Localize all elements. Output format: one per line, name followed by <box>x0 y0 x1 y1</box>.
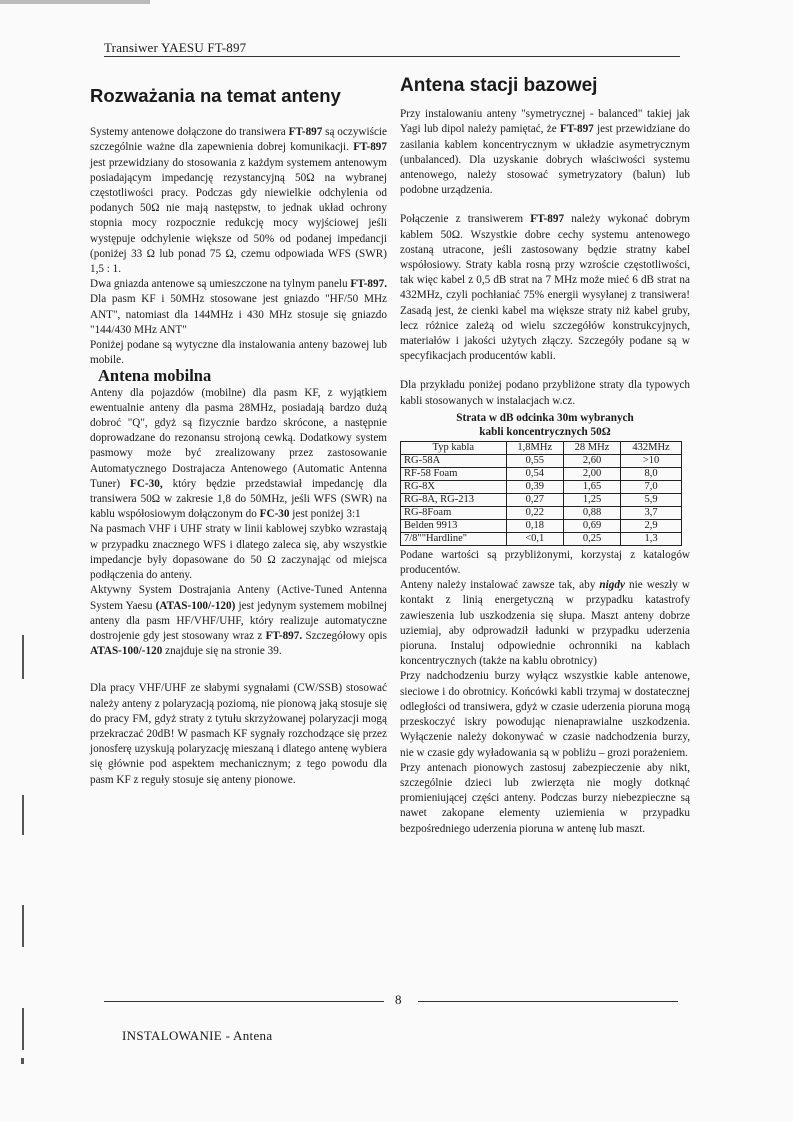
running-header: Transiwer YAESU FT-897 <box>104 40 247 55</box>
column-header: 432MHz <box>621 441 682 454</box>
section-heading-antenna-considerations: Rozważania na temat anteny <box>90 85 341 106</box>
paragraph: Dla przykładu poniżej podano przybliżone straty dla typowych kabli stosowanych w instalacjach w.cz. <box>400 379 690 407</box>
scan-artifact-margin-1 <box>22 635 24 679</box>
paragraph: Połączenie z transiwerem FT-897 należy wykonać dobrym kablem 50Ω. Wszystkie dobre cechy systemu antenowego zostaną utracone, jeśli zastosowany będzie stratny kabel współosiowy. Straty kabla rosną przy wzroście częstotliwości, tak więc kabel z 0,5 dB strat na 7 MHz może mieć 6 dB strat na 432MHz, czyli pochłaniać 75% energii wysyłanej z transiwera! Zasadą jest, że cienki kabel ma większe straty niż kabel gruby, lecz różnice zależą od wielu szczegółów konstrukcyjnych, materiałów i jakości użytych złączy. Szczegóły podane są w specyfikacjach producentów kabli. <box>400 213 690 363</box>
table-row: RG-8Foam 0,22 0,88 3,7 <box>401 506 682 519</box>
table-row: RG-58A 0,55 2,60 >10 <box>401 454 682 467</box>
paragraph: Podane wartości są przybliżonymi, korzystaj z katalogów producentów. <box>400 548 690 577</box>
right-column <box>400 75 690 837</box>
table-row: RG-8X 0,39 1,65 7,0 <box>401 480 682 493</box>
paragraph: Anteny należy instalować zawsze tak, aby nigdy nie weszły w kontakt z linią energetyczną w przypadku katastrofy zawieszenia lub uszkodzenia się słupa. Maszt anteny dobrze uziemiaj, aby odprowadził ładunki w przypadku uderzenia pioruna. Instaluj odpowiednie ochronniki na kablach koncentrycznych (także na kablu obrotnicy) <box>400 579 690 668</box>
paragraph: Dwa gniazda antenowe są umieszczone na tylnym panelu FT-897. Dla pasm KF i 50MHz stosowane jest gniazdo "HF/50 MHz ANT", natomiast dla 144MHz i 430 MHz stosuje się gniazdo "144/430 MHz ANT" <box>90 278 387 336</box>
page-number: 8 <box>395 992 402 1007</box>
left-column <box>90 78 387 788</box>
table-row: RF-58 Foam 0,54 2,00 8,0 <box>401 467 682 480</box>
column-header: 28 MHz <box>563 441 620 454</box>
section-heading-base-station-antenna: Antena stacji bazowej <box>400 75 598 96</box>
running-footer: INSTALOWANIE - Antena <box>122 1028 273 1043</box>
scan-artifact-margin-3 <box>22 905 24 947</box>
table-row: 7/8""Hardline" <0,1 0,25 1,3 <box>401 532 682 545</box>
table-row: Belden 9913 0,18 0,69 2,9 <box>401 519 682 532</box>
paragraph: Anteny dla pojazdów (mobilne) dla pasm KF, z wyjątkiem ewentualnie anteny dla pasma 28MHz, posiadają bardzo dużą dobroć "Q", gdyż są fizycznie bardzo skrócone, a następnie doprowadzane do rezonansu strojoną cewką. Dodatkowy system pasmowy może być zrealizowany przez zastosowanie Automatycznego Dostrajacza Antenowego (Automatic Antenna Tuner) FC-30, który będzie przedstawiał impedancję dla transiwera 50Ω w zakresie 1,8 do 50MHz, jeśli WFS (SWR) na kablu współosiowym dołączonym do FC-30 jest poniżej 3:1 <box>90 386 388 521</box>
paragraph: Poniżej podane są wytyczne dla instalowania anteny bazowej lub mobile. <box>90 339 387 367</box>
scan-artifact-margin-4 <box>22 1008 24 1050</box>
footer-rule-right <box>418 1001 678 1002</box>
table-row: RG-8A, RG-213 0,27 1,25 5,9 <box>401 493 682 506</box>
paragraph: Przy antenach pionowych zastosuj zabezpieczenie aby nikt, szczególnie dzieci lub zwierzęta nie mogły dotknąć promieniującej części anteny. Podczas burzy niebezpieczne są nawet zakopane elementy uziemienia w przypadku bezpośredniego uderzenia pioruna w antenę lub maszt. <box>400 761 690 835</box>
paragraph: Aktywny System Dostrajania Anteny (Active-Tuned Antenna System Yaesu (ATAS-100/-120) jest jedynym systemem mobilnej anteny dla pasm HF/VHF/UHF, który realizuje automatyczne dostrojenie gdy jest stosowany wraz z FT-897. Szczegółowy opis ATAS-100/-120 znajduje się na stronie 39. <box>90 584 388 658</box>
subsection-heading-mobile-antenna: Antena mobilna <box>98 366 212 386</box>
scan-artifact-margin-2 <box>22 795 24 835</box>
paragraph: Systemy antenowe dołączone do transiwera FT-897 są oczywiście szczególnie ważne dla zapewnienia dobrej komunikacji. FT-897 jest przewidziany do stosowania z każdym systemem antenowym posiadającym impedancję rezystancyjną 50Ω na wybranej częstotliwości pracy. Podczas gdy niewielkie odchylenia od podanych 50Ω nie mają następstw, to jednak układ ochrony stopnia mocy rozpocznie redukcję mocy wyjściowej jeśli występuje odchylenie większe od 50% od podanej impedancji (poniżej 33 Ω lub ponad 75 Ω, czemu odpowiada WFS (SWR) 1,5 : 1. <box>90 126 387 276</box>
header-rule <box>104 56 680 57</box>
paragraph: Przy nadchodzeniu burzy wyłącz wszystkie kable antenowe, sieciowe i do obrotnicy. Końcówki kabli trzymaj w dostatecznej odległości od transiwera, gdyż w czasie uderzenia pioruna mogą przeskoczyć iskry powodując nienaprawialne uszkodzenia. Wyłączenie należy dokonywać w czasie nadchodzenia burzy, nie w czasie gdy wyładowania są w pobliżu – grozi porażeniem. <box>400 670 690 759</box>
scan-artifact-top <box>0 0 150 4</box>
column-header: 1,8MHz <box>506 441 563 454</box>
column-header: Typ kabla <box>401 441 507 454</box>
paragraph: Dla pracy VHF/UHF ze słabymi sygnałami (CW/SSB) stosować należy anteny z polaryzacją poziomą, nie pionową jaką stosuje się do pracy FM, gdyż straty z tytułu skrzyżowanej polaryzacji mogą przekraczać 20dB! W pasmach KF sygnały rozchodzące się przez jonosferę uzyskują polaryzację mieszaną i dlatego antenę wybiera się głównie pod aspektem mechanicznym; z tego powodu dla pasm KF z reguły stosuje się anteny pionowe. <box>90 682 387 786</box>
cable-loss-table <box>400 441 682 546</box>
table-header-row <box>401 441 682 454</box>
table-caption: Strata w dB odcinka 30m wybranych kabli koncentrycznych 50Ω <box>456 411 634 438</box>
paragraph: Na pasmach VHF i UHF straty w linii kablowej szybko wzrastają w przypadku znacznego WFS i dlatego zaleca się, aby wszystkie impedancje były dopasowane do 50 Ω zaczynając od miejsca podłączenia do anteny. <box>90 523 387 582</box>
footer-rule-left <box>104 1001 384 1002</box>
scan-artifact-margin-5 <box>21 1058 24 1064</box>
paragraph: Przy instalowaniu anteny "symetrycznej - balanced" takiej jak Yagi lub dipol należy pamiętać, że FT-897 jest przewidziane do zasilania kablem koncentrycznym w układzie asymetrycznym (unbalanced). Dla uzyskanie dobrych właściwości systemu antenowego, należy stosować symetryzatory (balun) lub podobne urządzenia. <box>400 108 690 197</box>
